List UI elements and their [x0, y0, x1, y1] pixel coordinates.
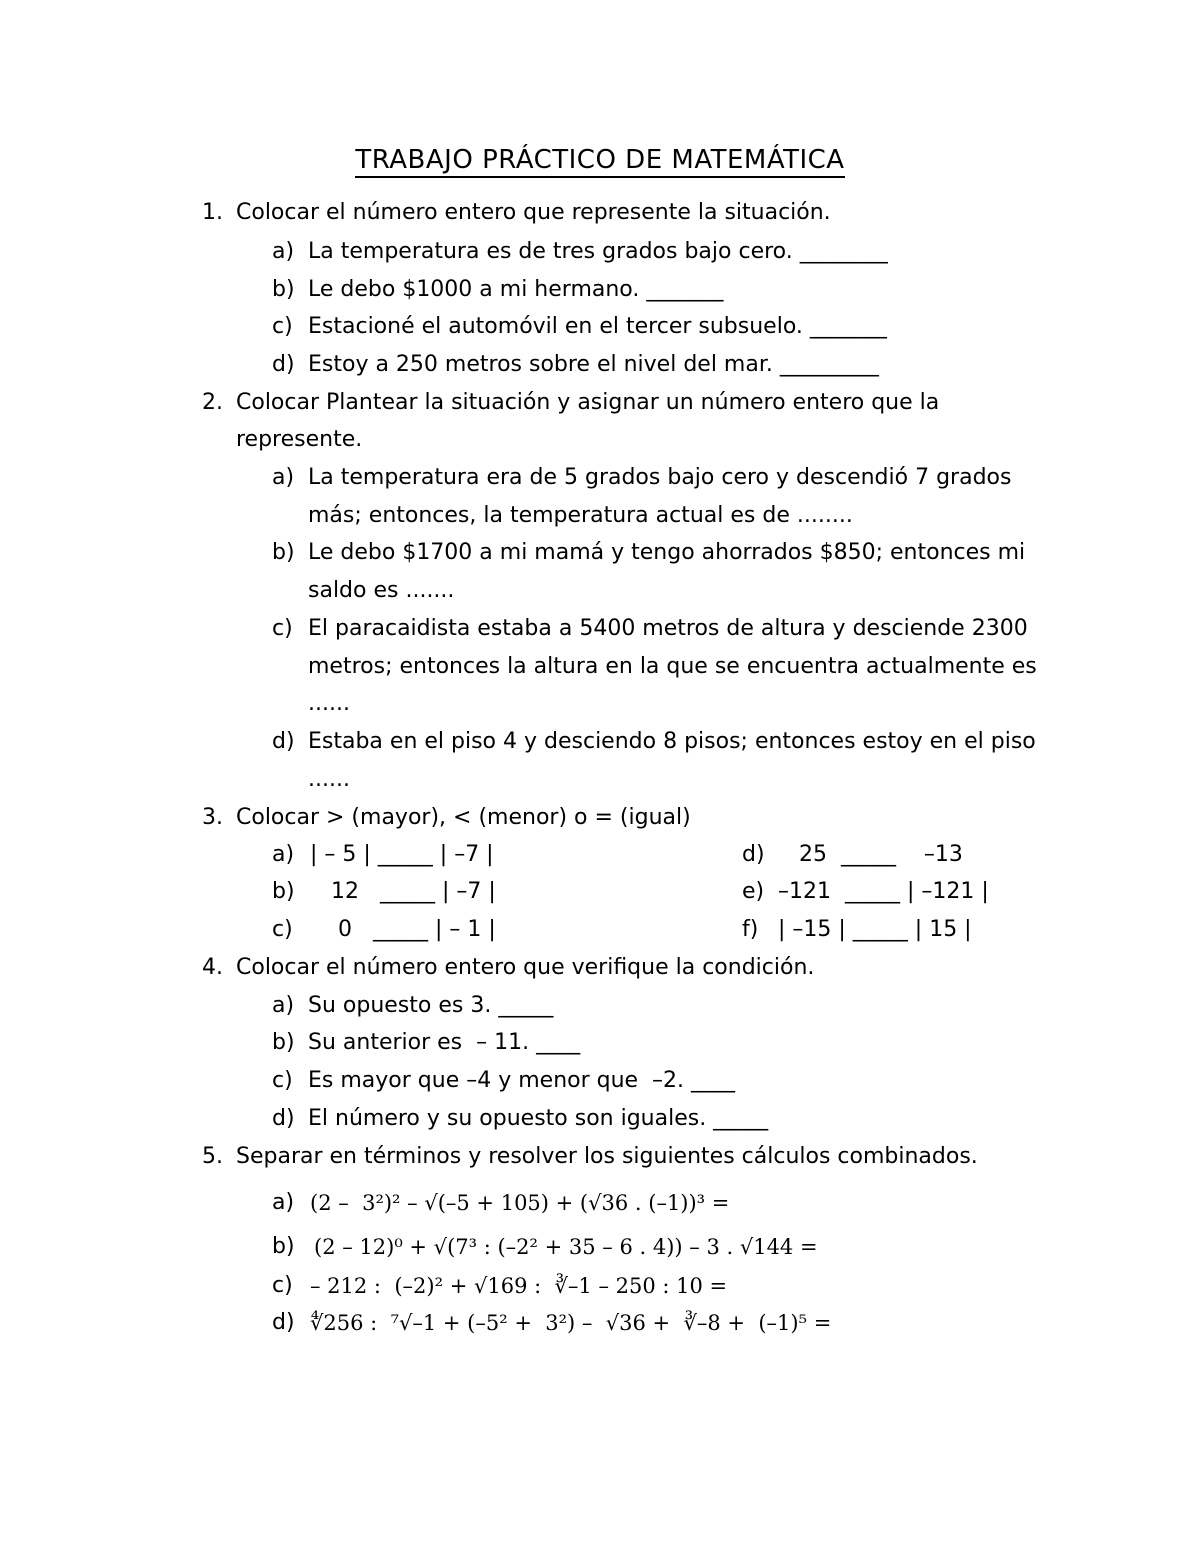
q5-text: Separar en términos y resolver los siguientes cálculos combinados.: [236, 1144, 978, 1169]
q4-item-label: a): [272, 993, 295, 1018]
q5-item-label: c): [272, 1273, 293, 1298]
q3-left-label: a): [272, 842, 295, 867]
q2-item-label: a): [272, 465, 295, 490]
q1-item-label: a): [272, 239, 295, 264]
q4-item-label: d): [272, 1106, 295, 1131]
q1-item-text: La temperatura es de tres grados bajo cero. ________: [308, 239, 888, 264]
q1-item-label: c): [272, 314, 293, 339]
q2-item-label: d): [272, 729, 295, 754]
q2-item-line: Le debo $1700 a mi mamá y tengo ahorrados $850; entonces mi: [308, 540, 1026, 565]
q2-item-line: ......: [308, 767, 350, 792]
q2-item-line: más; entonces, la temperatura actual es de ........: [308, 503, 853, 528]
q3-right-label: d): [742, 842, 765, 867]
q4-item-text: El número y su opuesto son iguales. _____: [308, 1106, 769, 1131]
q4-item-label: c): [272, 1068, 293, 1093]
q2-number: 2.: [202, 390, 223, 415]
q2-item-line: La temperatura era de 5 grados bajo cero y descendió 7 grados: [308, 465, 1012, 490]
q2-item-label: c): [272, 616, 293, 641]
q4-number: 4.: [202, 955, 223, 980]
q5-item-label: b): [272, 1234, 295, 1259]
page-title: TRABAJO PRÁCTICO DE MATEMÁTICA: [0, 142, 1200, 178]
q5-expression: (2 – 3²)² – √(–5 + 105) + (√36 . (–1))³ =: [310, 1191, 730, 1215]
q2-text-line: Colocar Plantear la situación y asignar un número entero que la: [236, 390, 940, 415]
q4-item-text: Su opuesto es 3. _____: [308, 993, 554, 1018]
q4-item-text: Su anterior es – 11. ____: [308, 1030, 581, 1055]
q1-number: 1.: [202, 200, 223, 225]
q3-left-expr: 12 _____ | –7 |: [310, 879, 496, 904]
q3-right-expr: –121 _____ | –121 |: [778, 879, 989, 904]
q2-item-line: metros; entonces la altura en la que se encuentra actualmente es: [308, 654, 1037, 679]
q1-item-text: Estoy a 250 metros sobre el nivel del mar. _________: [308, 352, 879, 377]
q1-item-label: b): [272, 277, 295, 302]
q4-item-label: b): [272, 1030, 295, 1055]
q3-left-expr: | – 5 | _____ | –7 |: [310, 842, 494, 867]
q4-text: Colocar el número entero que verifique la condición.: [236, 955, 815, 980]
q1-item-text: Estacioné el automóvil en el tercer subsuelo. _______: [308, 314, 887, 339]
q3-right-label: f): [742, 917, 759, 942]
q5-number: 5.: [202, 1144, 223, 1169]
q5-item-label: a): [272, 1190, 295, 1215]
q2-item-line: saldo es .......: [308, 578, 455, 603]
q3-text: Colocar > (mayor), < (menor) o = (igual): [236, 805, 691, 830]
q1-item-label: d): [272, 352, 295, 377]
q5-item-label: d): [272, 1310, 295, 1335]
q2-item-label: b): [272, 540, 295, 565]
q4-item-text: Es mayor que –4 y menor que –2. ____: [308, 1068, 736, 1093]
q3-right-expr: | –15 | _____ | 15 |: [778, 917, 972, 942]
q1-item-text: Le debo $1000 a mi hermano. _______: [308, 277, 724, 302]
q5-expression: – 212 : (–2)² + √169 : ∛–1 – 250 : 10 =: [310, 1274, 728, 1298]
q1-text: Colocar el número entero que represente la situación.: [236, 200, 831, 225]
q5-expression: ∜256 : ⁷√–1 + (–5² + 3²) – √36 + ∛–8 + (–1)⁵ =: [310, 1311, 832, 1335]
q2-item-line: ......: [308, 691, 350, 716]
q3-right-label: e): [742, 879, 765, 904]
q3-number: 3.: [202, 805, 223, 830]
q2-text-line: represente.: [236, 427, 363, 452]
q3-left-label: c): [272, 917, 293, 942]
q3-right-expr: 25 _____ –13: [778, 842, 963, 867]
q2-item-line: Estaba en el piso 4 y desciendo 8 pisos; entonces estoy en el piso: [308, 729, 1036, 754]
q3-left-expr: 0 _____ | – 1 |: [310, 917, 496, 942]
q5-expression: (2 – 12)⁰ + √(7³ : (–2² + 35 – 6 . 4)) – 3 . √144 =: [314, 1235, 818, 1259]
q3-left-label: b): [272, 879, 295, 904]
q2-item-line: El paracaidista estaba a 5400 metros de altura y desciende 2300: [308, 616, 1028, 641]
